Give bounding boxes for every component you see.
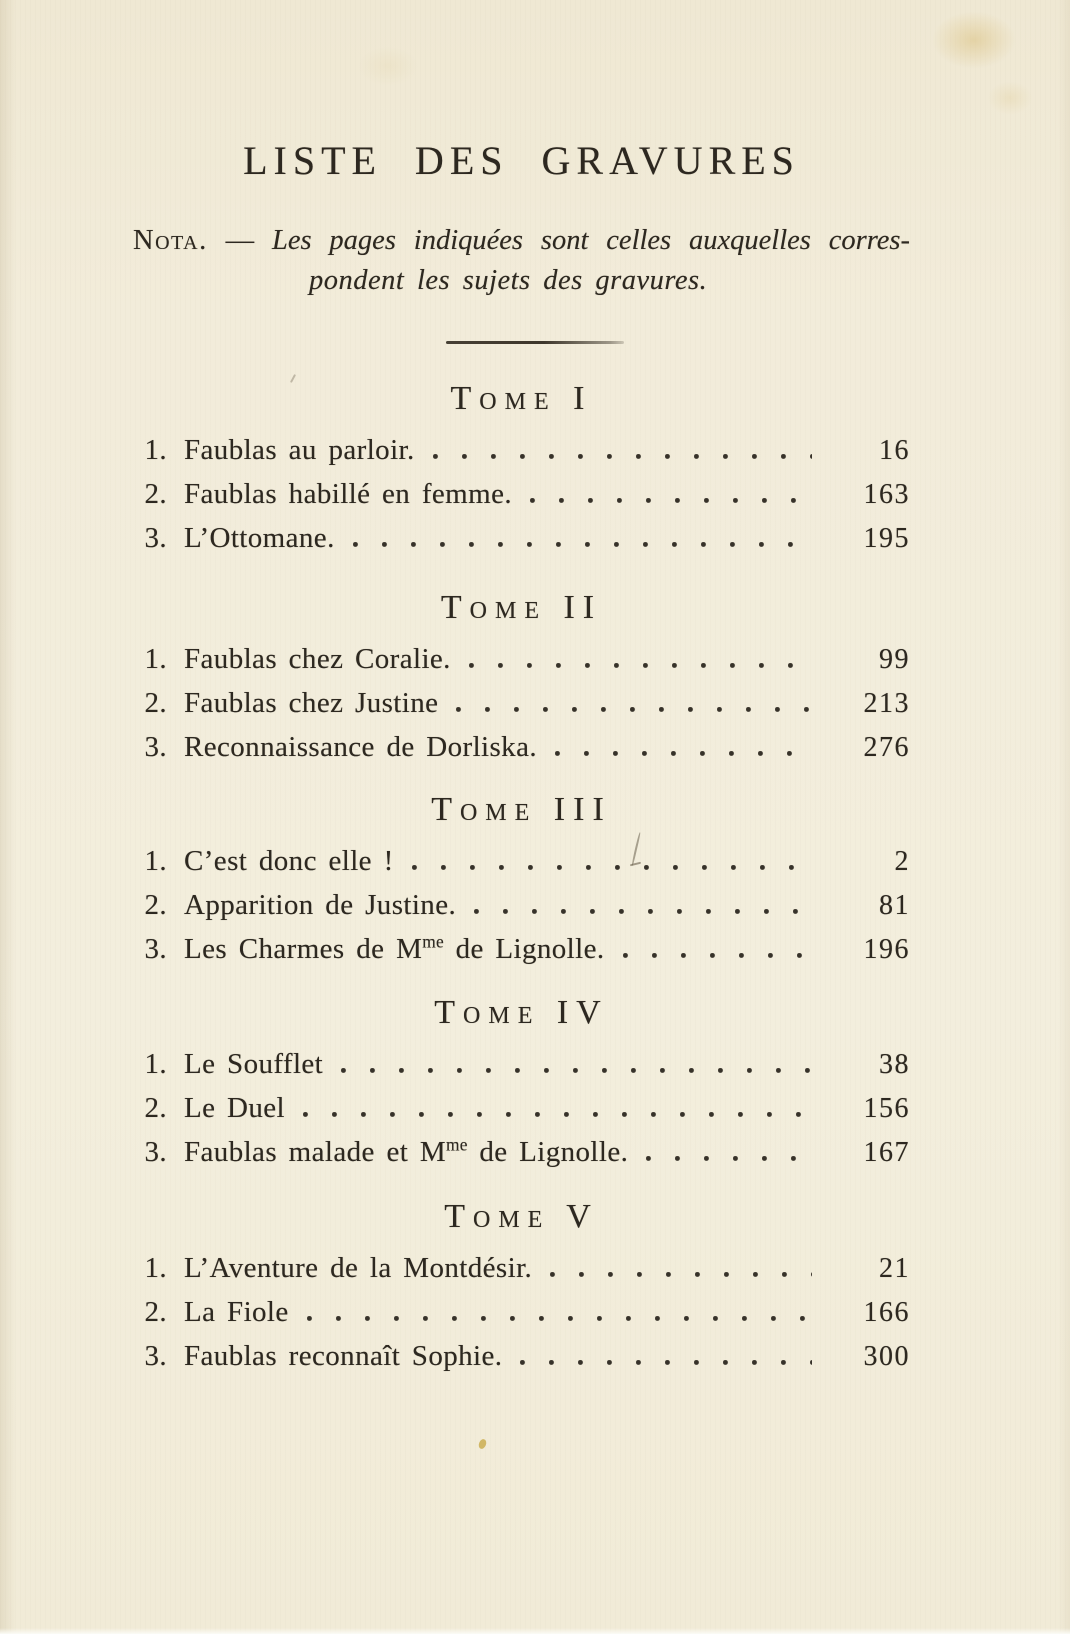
entry-page-number: 81 bbox=[879, 890, 910, 921]
entry-title-text: L’Ottomane. bbox=[184, 522, 335, 554]
dot-leader bbox=[634, 1156, 812, 1161]
dot-leader bbox=[444, 707, 812, 712]
entry-page-number: 163 bbox=[863, 479, 910, 510]
entry-page-number: 300 bbox=[863, 1341, 910, 1372]
nota-label: Nota. bbox=[133, 225, 208, 256]
entry-title-superscript: me bbox=[446, 1134, 468, 1155]
gravure-entry bbox=[133, 926, 910, 970]
entry-title bbox=[167, 1294, 289, 1330]
scan-edge bbox=[0, 1628, 1070, 1634]
page-title: LISTE DES GRAVURES bbox=[243, 138, 800, 183]
dot-leader bbox=[421, 454, 812, 459]
entry-number: 1. bbox=[144, 1048, 167, 1080]
entry-title bbox=[167, 1250, 532, 1286]
section-heading: Tome I bbox=[450, 380, 593, 417]
section-tome-5 bbox=[133, 1197, 910, 1377]
section-heading: Tome II bbox=[440, 589, 603, 626]
entry-title-text: C’est donc elle ! bbox=[184, 845, 394, 877]
entry-title-superscript: me bbox=[422, 931, 444, 952]
dot-leader bbox=[341, 542, 812, 547]
entry-number: 3. bbox=[144, 933, 167, 965]
entry-title bbox=[167, 931, 605, 967]
entry-number: 3. bbox=[144, 1136, 167, 1168]
entry-title bbox=[167, 843, 394, 879]
entry-title-text: Faublas chez Coralie. bbox=[184, 643, 451, 675]
entry-title bbox=[167, 685, 438, 721]
nota-dash: — bbox=[225, 225, 255, 256]
entry-title-text: La Fiole bbox=[184, 1296, 289, 1328]
entry-page-number: 196 bbox=[863, 934, 910, 965]
entry-number: 2. bbox=[144, 889, 167, 921]
entry-title bbox=[167, 432, 415, 468]
entry-number: 1. bbox=[144, 643, 167, 675]
divider-rule bbox=[446, 341, 624, 344]
dot-leader bbox=[611, 953, 812, 958]
gravure-entry bbox=[133, 515, 910, 559]
gravure-entry bbox=[133, 1333, 910, 1377]
section-heading: Tome IV bbox=[434, 994, 609, 1031]
entry-title-text: de Lignolle. bbox=[443, 933, 605, 965]
entry-title bbox=[167, 1338, 502, 1374]
entry-title-text: Apparition de Justine. bbox=[184, 889, 457, 921]
gravure-entry bbox=[133, 471, 910, 515]
entry-page-number: 156 bbox=[863, 1093, 910, 1124]
entry-page-number: 99 bbox=[879, 644, 910, 675]
entry-page-number: 38 bbox=[879, 1049, 910, 1080]
section-heading: Tome III bbox=[431, 791, 612, 828]
pencil-mark bbox=[626, 832, 644, 872]
entry-title bbox=[167, 641, 451, 677]
foxing-spot bbox=[477, 1438, 487, 1450]
entry-title-text: Faublas malade et M bbox=[184, 1136, 447, 1168]
entry-title bbox=[167, 729, 537, 765]
gravure-entry bbox=[133, 636, 910, 680]
entry-number: 2. bbox=[144, 1296, 167, 1328]
entry-title-text: Faublas habillé en femme. bbox=[184, 478, 513, 510]
dot-leader bbox=[538, 1272, 812, 1277]
entry-number: 3. bbox=[144, 1340, 167, 1372]
gravure-entry bbox=[133, 724, 910, 768]
gravure-entry bbox=[133, 1129, 910, 1173]
gravure-entry bbox=[133, 427, 910, 471]
entry-title-text: de Lignolle. bbox=[467, 1136, 629, 1168]
gravure-entry bbox=[133, 1041, 910, 1085]
dot-leader bbox=[295, 1316, 812, 1321]
entry-number: 1. bbox=[144, 434, 167, 466]
entry-number: 2. bbox=[144, 1092, 167, 1124]
entry-page-number: 21 bbox=[879, 1253, 910, 1284]
nota-line-1 bbox=[133, 221, 910, 261]
entry-title bbox=[167, 1090, 285, 1126]
entry-page-number: 166 bbox=[863, 1297, 910, 1328]
section-tome-2 bbox=[133, 588, 910, 768]
dot-leader bbox=[508, 1360, 812, 1365]
entry-title-text: Les Charmes de M bbox=[184, 933, 423, 965]
dot-leader bbox=[543, 751, 812, 756]
entry-page-number: 213 bbox=[863, 688, 910, 719]
entry-page-number: 16 bbox=[879, 435, 910, 466]
nota-line-2: pondent les sujets des gravures. bbox=[309, 265, 708, 296]
entry-title-text: Le Duel bbox=[184, 1092, 286, 1124]
entry-number: 2. bbox=[144, 478, 167, 510]
section-tome-3 bbox=[133, 790, 910, 970]
entry-title bbox=[167, 887, 456, 923]
entry-page-number: 167 bbox=[863, 1137, 910, 1168]
nota-paragraph bbox=[133, 221, 910, 301]
section-tome-4 bbox=[133, 993, 910, 1173]
entry-number: 3. bbox=[144, 522, 167, 554]
entry-title-text: Faublas chez Justine bbox=[184, 687, 439, 719]
dot-leader bbox=[291, 1112, 812, 1117]
entry-title-text: Reconnaissance de Dorliska. bbox=[184, 731, 537, 763]
entry-title-text: Le Soufflet bbox=[184, 1048, 324, 1080]
entry-title-text: L’Aventure de la Montdésir. bbox=[184, 1252, 533, 1284]
gravure-entry bbox=[133, 680, 910, 724]
entry-number: 2. bbox=[144, 687, 167, 719]
entry-title bbox=[167, 520, 335, 556]
entry-page-number: 276 bbox=[863, 732, 910, 763]
section-tome-1 bbox=[133, 379, 910, 559]
gravure-entry bbox=[133, 1289, 910, 1333]
gravure-entry bbox=[133, 1245, 910, 1289]
entry-title bbox=[167, 476, 512, 512]
entry-page-number: 2 bbox=[894, 846, 910, 877]
dot-leader bbox=[329, 1068, 812, 1073]
pencil-stroke bbox=[631, 832, 641, 866]
dot-leader bbox=[462, 909, 812, 914]
gravure-entry bbox=[133, 882, 910, 926]
gravure-entry bbox=[133, 838, 910, 882]
entry-title bbox=[167, 1046, 323, 1082]
nota-text: Les pages indiquées sont celles auxquelles corres- bbox=[271, 225, 911, 256]
entry-title-text: Faublas reconnaît Sophie. bbox=[184, 1340, 503, 1372]
entry-number: 1. bbox=[144, 845, 167, 877]
gravure-entry bbox=[133, 1085, 910, 1129]
dot-leader bbox=[518, 498, 812, 503]
section-heading: Tome V bbox=[444, 1198, 599, 1235]
entry-title bbox=[167, 1134, 628, 1170]
entry-title-text: Faublas au parloir. bbox=[184, 434, 415, 466]
dot-leader bbox=[457, 663, 812, 668]
entry-number: 1. bbox=[144, 1252, 167, 1284]
entry-number: 3. bbox=[144, 731, 167, 763]
entry-page-number: 195 bbox=[863, 523, 910, 554]
dot-leader bbox=[400, 865, 812, 870]
